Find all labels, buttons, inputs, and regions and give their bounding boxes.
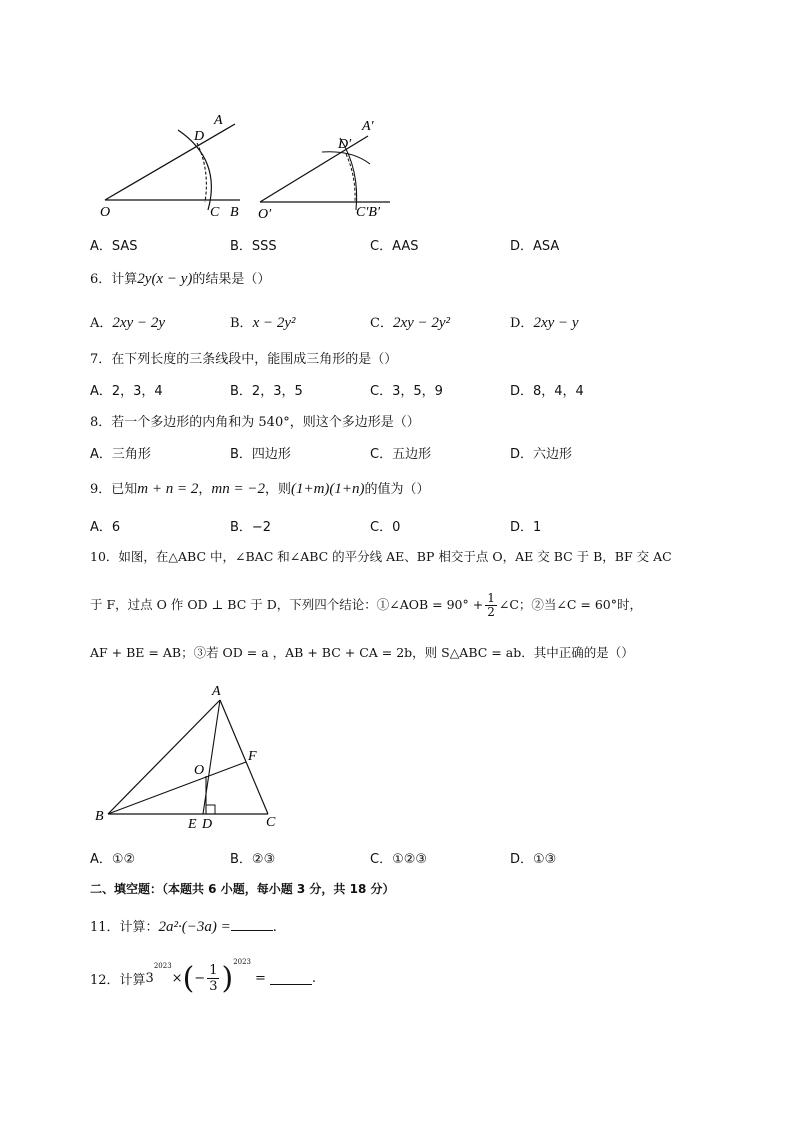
q7-option-b[interactable]: B．2，3，5 [230, 384, 303, 399]
q12-fraction [207, 963, 219, 994]
q12-paren-close: ) [221, 961, 234, 996]
q9-sep: ， [198, 482, 212, 497]
q5-option-c[interactable]: C．AAS [370, 239, 419, 254]
q8-option-c[interactable]: C．五边形 [370, 447, 432, 462]
q12-frac-den: 3 [209, 979, 218, 994]
q12-prefix: 12．计算 [90, 973, 146, 988]
q12-base: 3 [145, 971, 154, 986]
q6-option-b[interactable] [230, 312, 296, 332]
label-CB-prime: C′B′ [356, 205, 381, 220]
q11-prefix: 11．计算： [90, 920, 159, 935]
label-O-prime: O′ [258, 207, 272, 222]
q10-fraction [485, 592, 497, 619]
tri-label-E: E [188, 817, 197, 832]
tri-label-D: D [202, 817, 213, 832]
q8-stem: 8．若一个多边形的内角和为 540°，则这个多边形是（） [90, 415, 420, 430]
q10-line2-a: 于 F，过点 O 作 OD ⊥ BC 于 D，下列四个结论：①∠AOB = 90° + [90, 597, 484, 612]
q10-frac-num: 1 [487, 591, 495, 605]
label-B: B [230, 205, 239, 220]
label-A-prime: A′ [362, 119, 374, 134]
q7-option-d[interactable]: D．8，4，4 [510, 384, 584, 399]
q12-exp1: 2023 [153, 962, 172, 970]
q5-option-b[interactable]: B．SSS [230, 239, 277, 254]
q6-option-letter: C． [370, 316, 393, 331]
q9-cond2: mn = −2 [211, 481, 265, 497]
q5-option-a[interactable]: A．SAS [90, 239, 138, 254]
figure-right [258, 119, 390, 222]
q6-option-letter: D． [510, 316, 534, 331]
q9-option-d[interactable]: D．1 [510, 520, 542, 535]
q11-expr: 2a²·(−3a) = [158, 919, 231, 935]
q9-suffix: 的值为（） [364, 482, 430, 497]
q10-option-b[interactable]: B．②③ [230, 852, 276, 867]
q10-option-d[interactable]: D．①③ [510, 852, 557, 867]
q12-eq: = [255, 971, 266, 986]
q9-expr: (1+m)(1+n) [290, 481, 365, 497]
q10-line2 [90, 592, 642, 619]
tri-label-A: A [212, 684, 221, 699]
tri-label-B: B [95, 809, 104, 824]
q7-option-c[interactable]: C．3，5，9 [370, 384, 443, 399]
q6-option-letter: A． [90, 316, 113, 331]
label-D: D [194, 129, 205, 144]
q10-line2-b: ∠C；②当∠C = 60°时， [498, 597, 642, 612]
q12-paren-open: ( [182, 961, 195, 996]
q6-option-value: 2xy − 2y [112, 315, 165, 331]
q9-option-a[interactable]: A．6 [90, 520, 121, 535]
label-O: O [100, 205, 111, 220]
q11-answer-blank[interactable] [231, 918, 273, 931]
q8-option-b[interactable]: B．四边形 [230, 447, 291, 462]
q6-option-value: x − 2y² [252, 315, 296, 331]
q6-option-letter: B． [230, 316, 253, 331]
q12-suffix: . [311, 971, 317, 986]
figure-left [100, 113, 240, 220]
q10-option-a[interactable]: A．①② [90, 852, 136, 867]
label-A: A [214, 113, 223, 128]
q11-stem [90, 916, 277, 936]
q10-frac-den: 2 [487, 605, 495, 619]
label-D-prime: D′ [338, 137, 352, 152]
tri-label-F: F [248, 749, 257, 764]
label-C: C [210, 205, 220, 220]
q10-line3: AF + BE = AB；③若 OD = a ，AB + BC + CA = 2b，则 S△ABC = ab．其中正确的是（） [90, 645, 634, 660]
q6-stem [90, 268, 270, 288]
q12-exp2: 2023 [233, 958, 252, 966]
q5-option-d[interactable]: D．ASA [510, 239, 560, 254]
q9-stem [90, 478, 430, 498]
q6-prefix: 6．计算 [90, 272, 138, 287]
q8-option-a[interactable]: A．三角形 [90, 447, 151, 462]
q6-option-value: 2xy − 2y² [392, 315, 451, 331]
q12-frac-sign: − [194, 971, 206, 986]
q9-prefix: 9．已知 [90, 482, 138, 497]
construction-figures [90, 110, 410, 225]
q12-stem [90, 958, 316, 998]
q6-option-value: 2xy − y [533, 315, 579, 331]
q9-option-b[interactable]: B．−2 [230, 520, 272, 535]
q11-suffix: . [272, 920, 277, 935]
q6-option-a[interactable] [90, 312, 165, 332]
tri-label-C: C [266, 815, 276, 830]
tri-label-O: O [194, 763, 205, 778]
q12-times: × [171, 971, 183, 986]
q12-frac-num: 1 [209, 963, 218, 978]
q6-option-c[interactable] [370, 312, 450, 332]
q7-stem: 7．在下列长度的三条线段中，能围成三角形的是（） [90, 352, 398, 367]
q6-suffix: 的结果是（） [192, 272, 271, 287]
q6-expr: 2y(x − y) [137, 271, 193, 287]
q9-cond1: m + n = 2 [137, 481, 199, 497]
q9-mid: ，则 [264, 482, 291, 497]
q10-line1: 10．如图，在△ABC 中，∠BAC 和∠ABC 的平分线 AE、BP 相交于点 O，AE 交 BC 于 B，BF 交 AC [90, 549, 672, 564]
q8-option-d[interactable]: D．六边形 [510, 447, 573, 462]
q7-option-a[interactable]: A．2，3，4 [90, 384, 163, 399]
q9-option-c[interactable]: C．0 [370, 520, 401, 535]
q12-answer-blank[interactable] [270, 972, 312, 985]
q10-option-c[interactable]: C．①②③ [370, 852, 428, 867]
q6-option-d[interactable] [510, 312, 579, 332]
section-heading: 二、填空题：（本题共 6 小题，每小题 3 分，共 18 分） [90, 882, 395, 896]
triangle-figure [90, 680, 290, 835]
